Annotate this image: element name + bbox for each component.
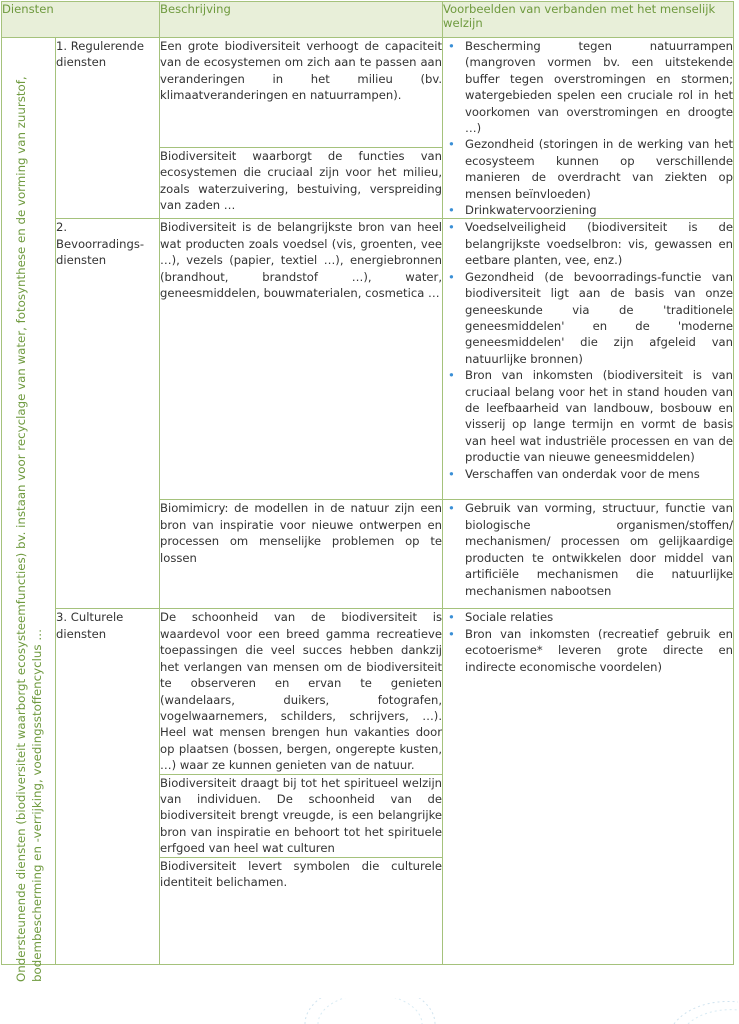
services-table bbox=[1, 1, 734, 982]
decorative-arcs bbox=[300, 998, 440, 1024]
side-label-cell bbox=[2, 38, 56, 982]
list-item: • Gezondheid (storingen in de werking van het ecosysteem kunnen op verschillende manieren de overdracht van ziekten op mensen beïnvloeden) bbox=[443, 136, 733, 202]
list-item: • Drinkwatervoorziening bbox=[443, 202, 733, 218]
list-item: • Bron van inkomsten (recreatief gebruik en ecotoerisme* leveren grote directe en indirecte economische voordelen) bbox=[443, 626, 733, 675]
category-line: diensten bbox=[56, 55, 107, 70]
description-cell: Biodiversiteit is de belangrijkste bron van heel wat producten zoals voedsel (vis, groenten, vee …), vezels (papier, textiel …), energiebronnen (brandhout, brandstof …), water, geneesmiddelen, bouwmaterialen, cosmetica … bbox=[160, 219, 443, 500]
header-diensten: Diensten bbox=[2, 2, 160, 38]
category-line: diensten bbox=[56, 253, 107, 268]
category-line: diensten bbox=[56, 626, 107, 641]
description-cell: Biodiversiteit waarborgt de functies van ecosystemen die cruciaal zijn voor het milieu, zoals waterzuivering, bestuiving, verspreiding van zaden … bbox=[160, 147, 443, 219]
examples-cell bbox=[443, 609, 734, 964]
description-cell: Biodiversiteit levert symbolen die culturele identiteit belichamen. bbox=[160, 857, 443, 964]
table-row bbox=[2, 38, 734, 148]
list-item: • Gebruik van vorming, structuur, functie van biologische organismen/stoffen/ mechanismen/ processen om gelijkaardige producten te ontwikkelen door middel van artificiële mechanismen die natuurlijke mechanismen nabootsen bbox=[443, 500, 733, 598]
header-voorbeelden: Voorbeelden van verbanden met het menselijk welzijn bbox=[443, 2, 734, 38]
category-line: 2. bbox=[56, 220, 68, 235]
list-item: • Voedselveiligheid (biodiversiteit is de belangrijkste voedselbron: vis, gewassen en eetbare planten, vee, enz.) bbox=[443, 219, 733, 268]
examples-list bbox=[443, 219, 733, 482]
examples-list bbox=[443, 609, 733, 675]
list-item: • Bron van inkomsten (biodiversiteit is van cruciaal belang voor het in stand houden van de leefbaarheid van landbouw, bosbouw en visserij op lange termijn en vormt de basis van heel wat industriële processen en van de productie van nieuwe geneesmiddelen) bbox=[443, 367, 733, 465]
category-bevoorradings bbox=[56, 219, 160, 609]
category-regulerende bbox=[56, 38, 160, 219]
examples-cell bbox=[443, 38, 734, 219]
list-item: • Gezondheid (de bevoorradings-functie van biodiversiteit ligt aan de basis van onze geneeskunde via de 'traditionele geneesmiddelen' en de 'moderne geneesmiddelen' die zijn afgeleid van natuurlijke bronnen) bbox=[443, 269, 733, 367]
examples-cell bbox=[443, 500, 734, 609]
decorative-corner-arcs bbox=[672, 998, 738, 1024]
category-line: 1. Regulerende bbox=[56, 39, 144, 53]
table-row bbox=[2, 609, 734, 774]
category-culturele bbox=[56, 609, 160, 964]
examples-list bbox=[443, 38, 733, 218]
description-cell: Biomimicry: de modellen in de natuur zijn een bron van inspiratie voor nieuwe ontwerpen en processen om menselijke problemen op te lossen bbox=[160, 500, 443, 609]
examples-list bbox=[443, 500, 733, 598]
description-cell: Biodiversiteit draagt bij tot het spiritueel welzijn van individuen. De schoonheid van de biodiversiteit brengt vreugde, is een belangrijke bron van inspiratie en behoort tot het spirituele erfgoed van heel wat culturen bbox=[160, 775, 443, 856]
list-item: • Bescherming tegen natuurrampen (mangroven vormen bv. een uitstekende buffer tegen overstromingen en stormen; watergebieden spelen een cruciale rol in het voorkomen van overstromingen en droogte …) bbox=[443, 38, 733, 136]
description-cell: De schoonheid van de biodiversiteit is waardevol voor een breed gamma recreatieve toepassingen die veel succes hebben dankzij het verlangen van mensen om de biodiversiteit te observeren en ervan te genieten (wandelaars, duikers, fotografen, vogelwaarnemers, schilders, schrijvers, …). Heel wat mensen brengen hun vakanties door op plaatsen (bossen, bergen, ongerepte kusten, …) waar ze kunnen genieten van de natuur. bbox=[160, 610, 443, 773]
header-beschrijving: Beschrijving bbox=[160, 2, 443, 38]
table-row bbox=[2, 219, 734, 500]
category-line: 3. Culturele bbox=[56, 610, 124, 625]
list-item: • Verschaffen van onderdak voor de mens bbox=[443, 466, 733, 482]
description-cell: Een grote biodiversiteit verhoogt de capaciteit van de ecosystemen om zich aan te passen aan veranderingen in het milieu (bv. klimaatveranderingen en natuurrampen). bbox=[160, 38, 443, 148]
list-item: • Sociale relaties bbox=[443, 609, 733, 625]
category-line: Bevoorradings- bbox=[56, 236, 145, 251]
table-header-row bbox=[2, 2, 734, 38]
side-label: Ondersteunende diensten (biodiversiteit waarborgt ecosysteemfuncties) bv. instaan voor recyclage van water, fotosynthese en de vorming van zuurstof, bodembescherming en -verrijking, voedingsstoffencyclus … bbox=[13, 76, 44, 982]
examples-cell bbox=[443, 219, 734, 500]
